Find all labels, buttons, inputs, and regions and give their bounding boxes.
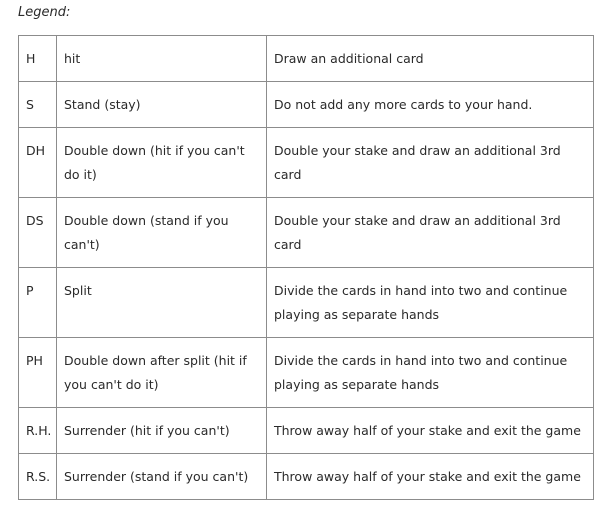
row-name: Surrender (hit if you can't) — [57, 408, 267, 454]
row-description: Double your stake and draw an additional 3rd card — [267, 128, 594, 198]
row-code: S — [19, 82, 57, 128]
row-name: Double down (hit if you can't do it) — [57, 128, 267, 198]
table-row — [19, 36, 594, 82]
row-code: R.S. — [19, 454, 57, 500]
row-name: Double down (stand if you can't) — [57, 198, 267, 268]
table-row — [19, 82, 594, 128]
row-description: Divide the cards in hand into two and continue playing as separate hands — [267, 268, 594, 338]
row-name: Double down after split (hit if you can't do it) — [57, 338, 267, 408]
row-code: H — [19, 36, 57, 82]
legend-title: Legend: — [18, 5, 71, 20]
row-description: Draw an additional card — [267, 36, 594, 82]
row-description: Divide the cards in hand into two and continue playing as separate hands — [267, 338, 594, 408]
row-description: Throw away half of your stake and exit the game — [267, 454, 594, 500]
row-name: Surrender (stand if you can't) — [57, 454, 267, 500]
row-name: Split — [57, 268, 267, 338]
legend-table — [18, 35, 594, 500]
row-name: Stand (stay) — [57, 82, 267, 128]
table-row — [19, 408, 594, 454]
row-description: Throw away half of your stake and exit the game — [267, 408, 594, 454]
row-name: hit — [57, 36, 267, 82]
table-row — [19, 268, 594, 338]
row-code: PH — [19, 338, 57, 408]
table-row — [19, 198, 594, 268]
table-row — [19, 338, 594, 408]
row-code: P — [19, 268, 57, 338]
row-code: R.H. — [19, 408, 57, 454]
row-code: DH — [19, 128, 57, 198]
table-row — [19, 128, 594, 198]
row-description: Double your stake and draw an additional 3rd card — [267, 198, 594, 268]
row-code: DS — [19, 198, 57, 268]
row-description: Do not add any more cards to your hand. — [267, 82, 594, 128]
table-row — [19, 454, 594, 500]
